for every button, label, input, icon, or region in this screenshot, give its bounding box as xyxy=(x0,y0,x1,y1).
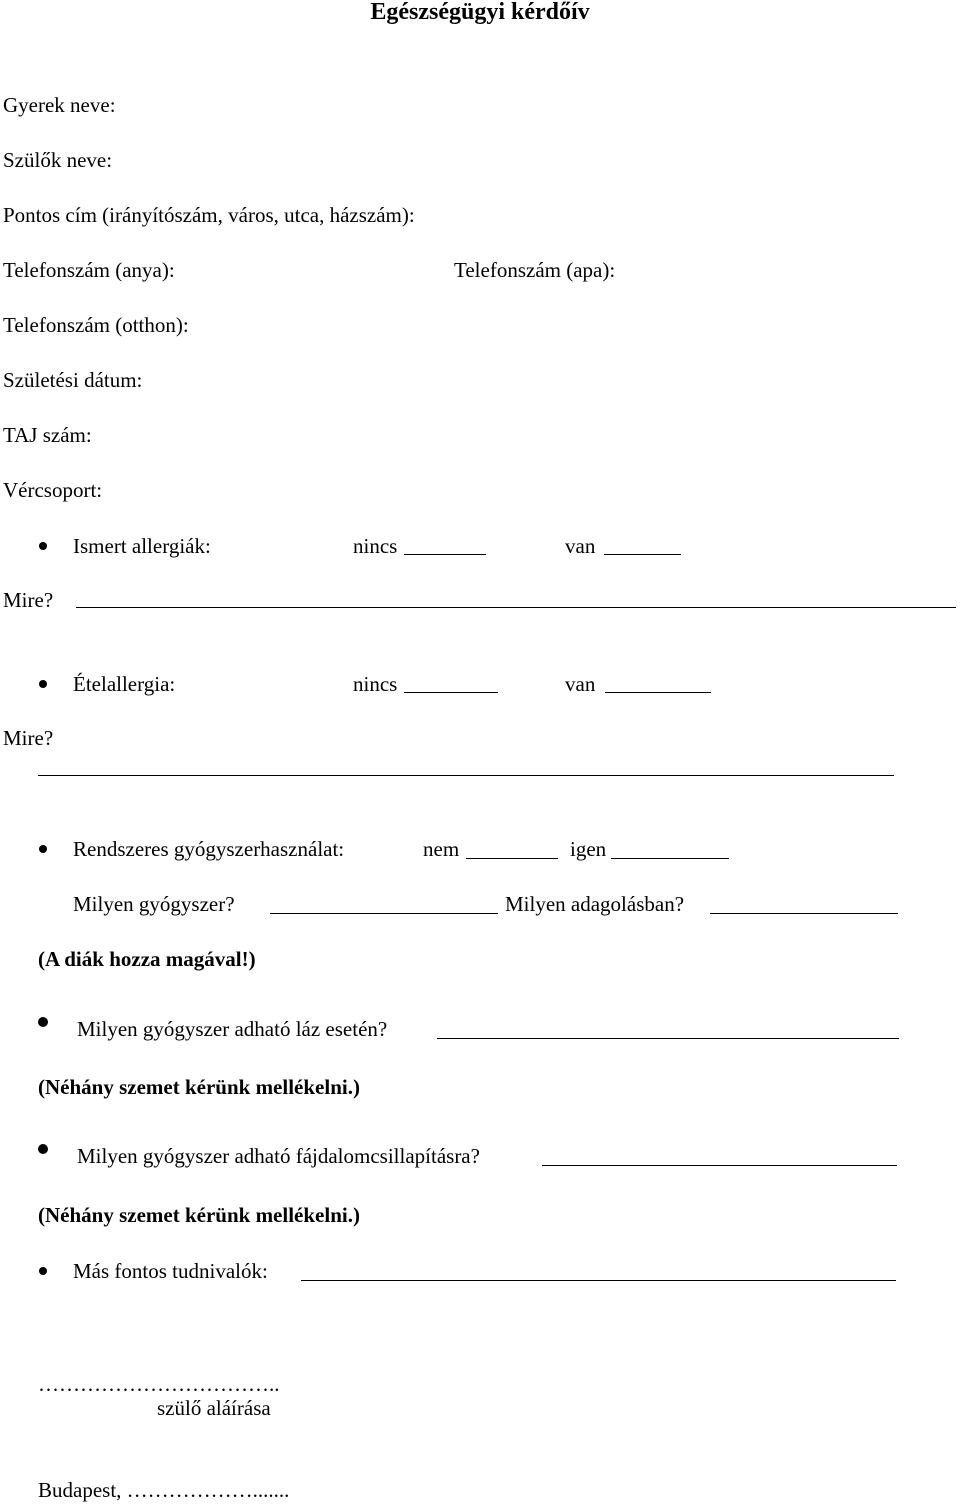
food-allergy-label: Ételallergia: xyxy=(73,672,176,696)
medication-no-option: nem xyxy=(423,837,460,861)
medication-dosage-line[interactable] xyxy=(710,913,898,914)
medication-which-label: Milyen gyógyszer? xyxy=(73,892,235,916)
birth-date-label: Születési dátum: xyxy=(3,368,143,392)
phone-mother-label: Telefonszám (anya): xyxy=(3,258,175,282)
bullet-icon xyxy=(39,845,47,853)
phone-home-label: Telefonszám (otthon): xyxy=(3,313,189,337)
fever-label: Milyen gyógyszer adható láz esetén? xyxy=(77,1017,388,1041)
pain-line[interactable] xyxy=(542,1165,897,1166)
signature-line[interactable]: …………………………….. xyxy=(38,1372,280,1396)
place-label: Budapest, xyxy=(38,1478,122,1502)
food-allergy-what-line[interactable] xyxy=(38,775,894,776)
blood-type-label: Vércsoport: xyxy=(3,478,103,502)
fever-note: (Néhány szemet kérünk mellékelni.) xyxy=(38,1075,360,1099)
page-title: Egészségügyi kérdőív xyxy=(370,0,590,25)
pain-note: (Néhány szemet kérünk mellékelni.) xyxy=(38,1203,360,1227)
medication-yes-option: igen xyxy=(570,837,607,861)
allergies-what-label: Mire? xyxy=(3,588,54,612)
fever-line[interactable] xyxy=(437,1038,899,1039)
bullet-icon xyxy=(39,680,47,688)
signature-label: szülő aláírása xyxy=(157,1396,271,1420)
taj-label: TAJ szám: xyxy=(3,423,92,447)
place-date xyxy=(38,1480,289,1501)
allergies-no-line[interactable] xyxy=(404,554,486,555)
allergies-yes-line[interactable] xyxy=(604,554,681,555)
bullet-icon xyxy=(39,1267,47,1275)
date-dots[interactable]: ………………....... xyxy=(126,1478,290,1502)
medication-which-line[interactable] xyxy=(270,913,498,914)
bullet-icon xyxy=(38,1017,48,1027)
pain-label: Milyen gyógyszer adható fájdalomcsillapításra? xyxy=(77,1144,480,1168)
food-allergy-what-label: Mire? xyxy=(3,726,54,750)
food-allergy-no-line[interactable] xyxy=(404,692,498,693)
other-label: Más fontos tudnivalók: xyxy=(73,1259,268,1283)
medication-note: (A diák hozza magával!) xyxy=(38,947,256,971)
allergies-label: Ismert allergiák: xyxy=(73,534,211,558)
medication-dosage-label: Milyen adagolásban? xyxy=(505,892,685,916)
address-label: Pontos cím (irányítószám, város, utca, házszám): xyxy=(3,203,415,227)
bullet-icon xyxy=(39,542,47,550)
medication-no-line[interactable] xyxy=(466,858,558,859)
food-allergy-no-option: nincs xyxy=(353,672,398,696)
parents-name-label: Szülők neve: xyxy=(3,148,113,172)
food-allergy-yes-line[interactable] xyxy=(605,692,711,693)
medication-yes-line[interactable] xyxy=(611,858,729,859)
allergies-no-option: nincs xyxy=(353,534,398,558)
child-name-label: Gyerek neve: xyxy=(3,93,116,117)
allergies-yes-option: van xyxy=(565,534,596,558)
allergies-what-line[interactable] xyxy=(76,607,956,608)
food-allergy-yes-option: van xyxy=(565,672,596,696)
medication-label: Rendszeres gyógyszerhasználat: xyxy=(73,837,345,861)
bullet-icon xyxy=(38,1144,48,1154)
phone-father-label: Telefonszám (apa): xyxy=(454,258,616,282)
other-line[interactable] xyxy=(301,1280,896,1281)
